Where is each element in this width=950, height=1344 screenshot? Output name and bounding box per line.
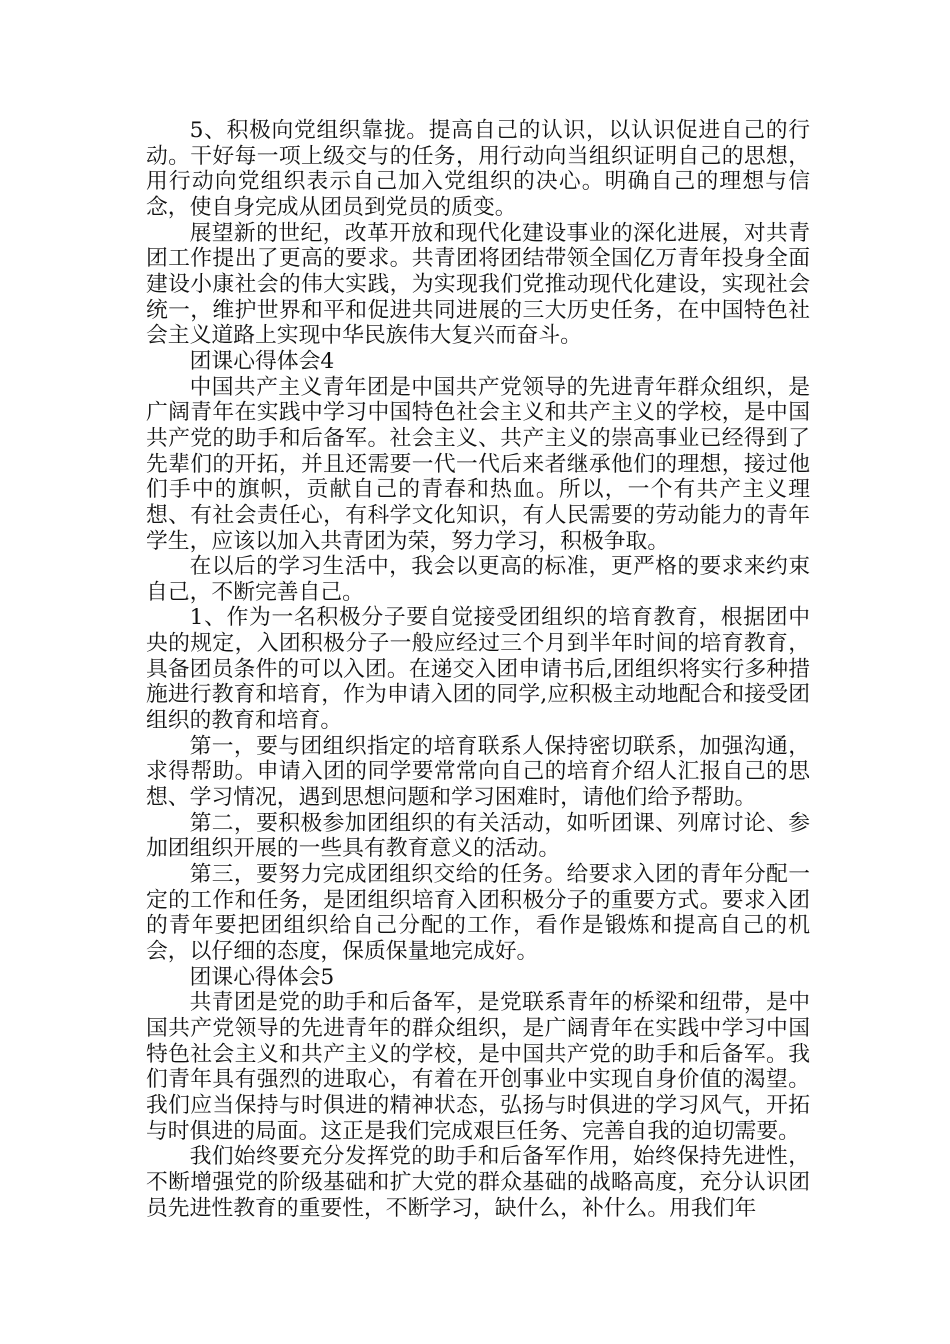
paragraph-second-point: 第二，要积极参加团组织的有关活动，如听团课、列席讨论、参加团组织开展的一些具有教育意义的活动。	[146, 810, 810, 862]
paragraph-join-party: 5、积极向党组织靠拢。提高自己的认识，以认识促进自己的行动。干好每一项上级交与的任务，用行动向当组织证明自己的思想，用行动向党组织表示自己加入党组织的决心。明确自己的理想与信念，使自身完成从团员到党员的质变。	[146, 118, 810, 220]
paragraph-future-study: 在以后的学习生活中，我会以更高的标准，更严格的要求来约束自己，不断完善自己。	[146, 554, 810, 605]
document-page	[146, 118, 810, 1221]
paragraph-new-century: 展望新的世纪，改革开放和现代化建设事业的深化进展，对共青团工作提出了更高的要求。共青团将团结带领全国亿万青年投身全面建设小康社会的伟大实践，为实现我们党推动现代化建设，实现社会统一，维护世界和平和促进共同进展的三大历史任务，在中国特色社会主义道路上实现中华民族伟大复兴而奋斗。	[146, 220, 810, 349]
paragraph-youth-league-intro: 中国共产主义青年团是中国共产党领导的先进青年群众组织，是广阔青年在实践中学习中国特色社会主义和共产主义的学校，是中国共产党的助手和后备军。社会主义、共产主义的崇高事业已经得到了先辈们的开拓，并且还需要一代一代后来者继承他们的理想，接过他们手中的旗帜，贡献自己的青春和热血。所以，一个有共产主义理想、有社会责任心，有科学文化知识，有人民需要的劳动能力的青年学生，应该以加入共青团为荣，努力学习，积极争取。	[146, 374, 810, 554]
paragraph-activist-training: 1、作为一名积极分子要自觉接受团组织的培育教育，根据团中央的规定，入团积极分子一般应经过三个月到半年时间的培育教育，具备团员条件的可以入团。在递交入团申请书后,团组织将实行多种措施进行教育和培育，作为申请入团的同学,应积极主动地配合和接受团组织的教育和培育。	[146, 605, 810, 734]
paragraph-assistant-reserve: 我们始终要充分发挥党的助手和后备军作用，始终保持先进性，不断增强党的阶级基础和扩大党的群众基础的战略高度，充分认识团员先进性教育的重要性，不断学习，缺什么，补什么。用我们年	[146, 1144, 810, 1221]
paragraph-third-point: 第三，要努力完成团组织交给的任务。给要求入团的青年分配一定的工作和任务，是团组织培育入团积极分子的重要方式。要求入团的青年要把团组织给自己分配的工作，看作是锻炼和提高自己的机会，以仔细的态度，保质保量地完成好。	[146, 862, 810, 964]
paragraph-first-point: 第一，要与团组织指定的培育联系人保持密切联系，加强沟通，求得帮助。申请入团的同学要常常向自己的培育介绍人汇报自己的思想、学习情况，遇到思想问题和学习困难时，请他们给予帮助。	[146, 733, 810, 811]
section-heading-5: 团课心得体会5	[189, 964, 335, 990]
section-heading-4: 团课心得体会4	[189, 348, 335, 374]
paragraph-league-role: 共青团是党的助手和后备军，是党联系青年的桥梁和纽带，是中国共产党领导的先进青年的群众组织，是广阔青年在实践中学习中国特色社会主义和共产主义的学校，是中国共产党的助手和后备军。我们青年具有强烈的进取心，有着在开创事业中实现自身价值的渴望。我们应当保持与时俱进的精神状态，弘扬与时俱进的学习风气，开拓与时俱进的局面。这正是我们完成艰巨任务、完善自我的迫切需要。	[146, 990, 810, 1144]
